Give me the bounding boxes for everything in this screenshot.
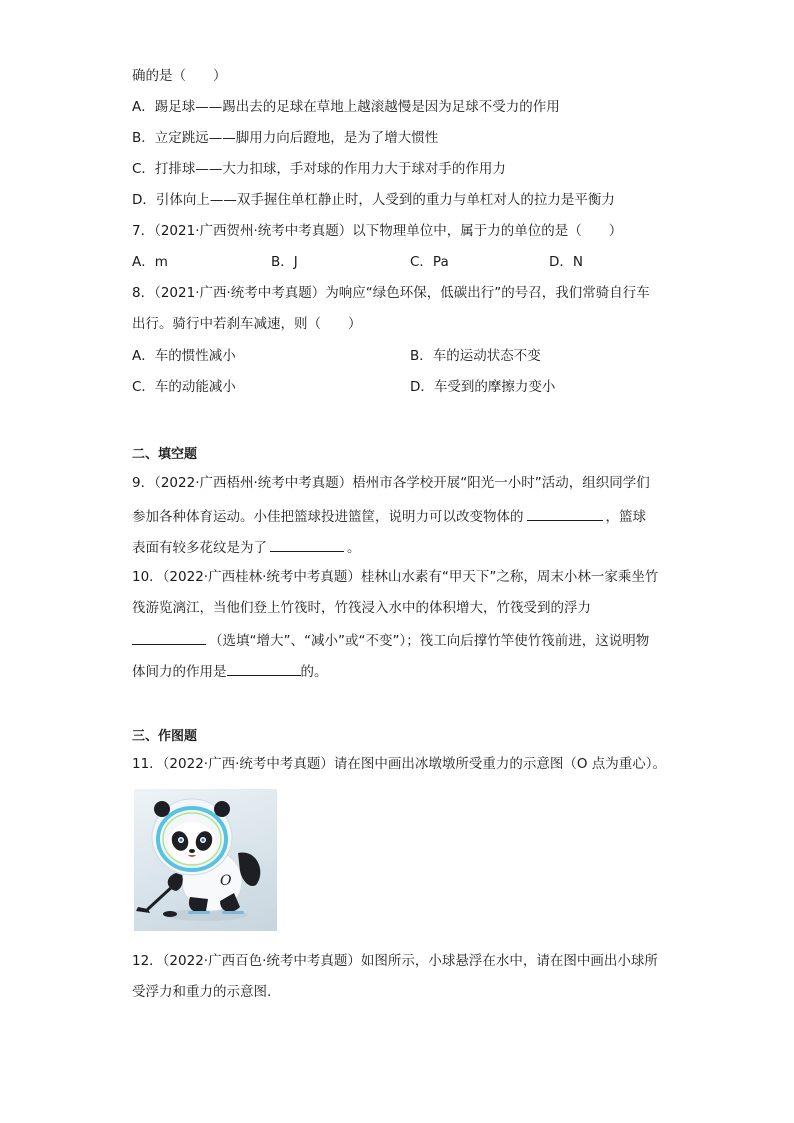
q7-option-d: D．N	[549, 254, 583, 270]
q7-option-c: C．Pa	[410, 254, 449, 270]
q9-line2	[132, 505, 646, 527]
q9-line3-tail: 。	[347, 540, 361, 556]
q9-line1: 9．（2022·广西梧州·统考中考真题）梧州市各学校开展“阳光一小时”活动，组织同学们	[132, 475, 650, 491]
q12-line1: 12．（2022·广西百色·统考中考真题）如图所示，小球悬浮在水中，请在图中画出小球所	[132, 953, 658, 969]
section-drawing: 三、作图题	[132, 729, 198, 744]
q10-line1: 10．（2022·广西桂林·统考中考真题）桂林山水素有“甲天下”之称，周末小林一家乘坐竹	[132, 569, 659, 585]
bing-dwen-dwen-image	[134, 789, 277, 931]
q7-stem: 7．（2021·广西贺州·统考中考真题）以下物理单位中，属于力的单位的是（ ）	[132, 223, 623, 239]
q8-option-a: A．车的惯性减小	[132, 348, 236, 364]
q6-option-a: A．踢足球——踢出去的足球在草地上越滚越慢是因为足球不受力的作用	[132, 99, 560, 115]
q9-blank-1[interactable]	[527, 505, 603, 521]
q8-stem-line2: 出行。骑行中若刹车减速，则（ ）	[132, 316, 362, 332]
q10-blank-2[interactable]	[227, 660, 301, 676]
q10-line2: 筏游览漓江，当他们登上竹筏时，竹筏浸入水中的体积增大，竹筏受到的浮力	[132, 600, 591, 616]
q9-line2-tail: ，篮球	[605, 509, 646, 525]
q10-line3-text: （选填“增大”、“减小”或“不变”）；筏工向后撑竹竿使竹筏前进，这说明物	[209, 633, 650, 649]
q11-stem: 11．（2022·广西·统考中考真题）请在图中画出冰墩墩所受重力的示意图（O 点为重心）。	[132, 756, 667, 772]
q12-line2: 受浮力和重力的示意图.	[132, 984, 272, 1000]
q8-option-b: B．车的运动状态不变	[410, 348, 541, 364]
q8-option-d: D．车受到的摩擦力变小	[410, 379, 556, 395]
mascot-illustration	[134, 789, 277, 931]
q7-option-b: B．J	[271, 254, 298, 270]
q10-line4-tail: 的。	[300, 664, 328, 680]
q8-stem-line1: 8．（2021·广西·统考中考真题）为响应“绿色环保，低碳出行”的号召，我们常骑自行车	[132, 285, 650, 301]
q10-line4-text: 体间力的作用是	[132, 664, 227, 680]
q6-option-b: B．立定跳远——脚用力向后蹬地，是为了增大惯性	[132, 130, 439, 146]
q9-line3-text: 表面有较多花纹是为了	[132, 540, 267, 556]
q8-option-c: C．车的动能减小	[132, 379, 236, 395]
q9-blank-2[interactable]	[270, 536, 344, 552]
q6-option-d: D．引体向上——双手握住单杠静止时，人受到的重力与单杠对人的拉力是平衡力	[132, 192, 615, 208]
q10-line4	[132, 660, 328, 682]
q9-line2-text: 参加各种体育运动。小佳把篮球投进篮筐，说明力可以改变物体的	[132, 509, 524, 525]
q10-line3	[132, 629, 649, 651]
section-fill-in-blank: 二、填空题	[132, 447, 198, 462]
q6-stem-continuation: 确的是（ ）	[132, 68, 227, 84]
q9-line3	[132, 536, 361, 558]
q7-option-a: A．m	[132, 254, 168, 270]
q10-blank-1[interactable]	[132, 629, 206, 645]
q6-option-c: C．打排球——大力扣球，手对球的作用力大于球对手的作用力	[132, 161, 506, 177]
svg-text:O: O	[220, 873, 232, 889]
